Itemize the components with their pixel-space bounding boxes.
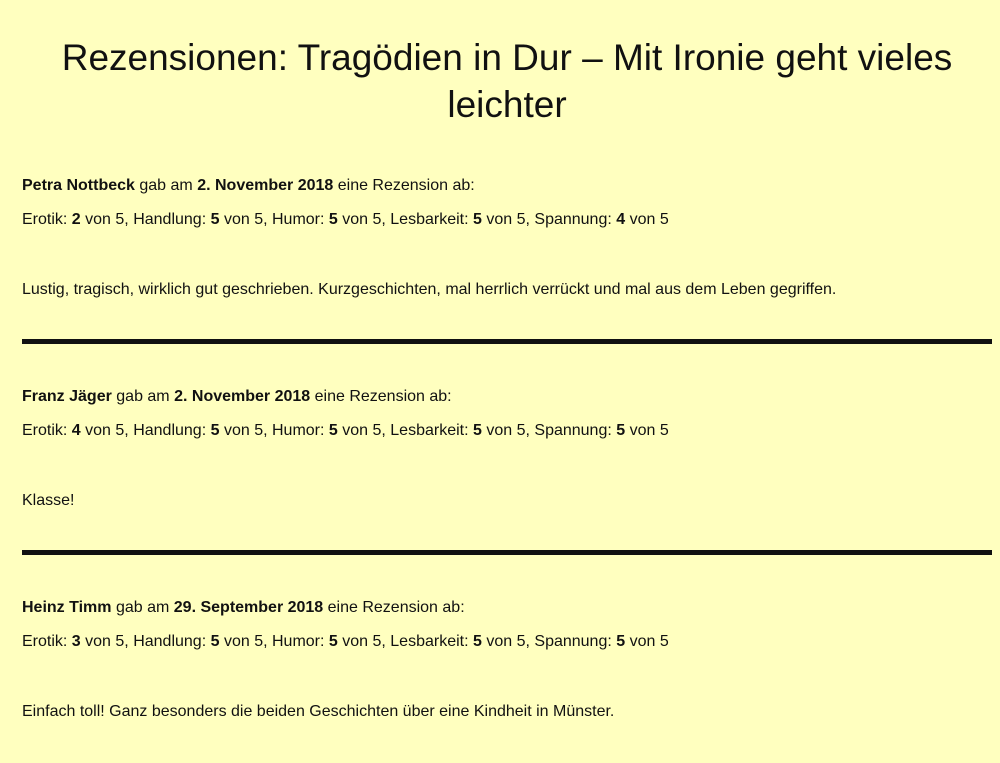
rating-scale: von 5 (85, 633, 125, 650)
rating-label: Spannung: (534, 633, 612, 650)
gave-on-text: gab am (116, 388, 170, 405)
review-ratings: Erotik: 2 von 5, Handlung: 5 von 5, Humor: 5 von 5, Lesbarkeit: 5 von 5, Spannung: 4 von 5 (22, 211, 669, 228)
review-author: Heinz Timm (22, 599, 112, 616)
review-text: Einfach toll! Ganz besonders die beiden Geschichten über eine Kindheit in Münster. (22, 703, 615, 720)
rating-scale: von 5 (85, 211, 125, 228)
rating-scale: von 5 (223, 422, 264, 439)
gave-on-text: gab am (115, 599, 170, 616)
review-author: Petra Nottbeck (22, 177, 135, 194)
review-author: Franz Jäger (22, 388, 112, 405)
rating-value: 4 (71, 422, 81, 439)
review-ratings: Erotik: 3 von 5, Handlung: 5 von 5, Humor: 5 von 5, Lesbarkeit: 5 von 5, Spannung: 5 von 5 (22, 633, 669, 650)
rating-scale: von 5 (486, 422, 526, 439)
gave-on-text: gab am (139, 177, 193, 194)
rating-label: Humor: (271, 211, 325, 228)
review-text: Klasse! (22, 492, 75, 509)
rating-scale: von 5 (342, 633, 382, 650)
rating-label: Humor: (271, 422, 325, 439)
rating-value: 5 (473, 633, 482, 650)
rating-scale: von 5 (486, 211, 526, 228)
rating-value: 5 (616, 633, 626, 650)
rating-label: Spannung: (534, 211, 612, 228)
rating-value: 5 (616, 422, 626, 439)
review-text: Lustig, tragisch, wirklich gut geschrieben. Kurzgeschichten, mal herrlich verrückt und mal aus dem Leben gegriffen. (22, 281, 837, 298)
gave-review-text: eine Rezension ab: (337, 177, 475, 194)
review-ratings: Erotik: 4 von 5, Handlung: 5 von 5, Humor: 5 von 5, Lesbarkeit: 5 von 5, Spannung: 5 von 5 (22, 422, 669, 439)
review-date: 29. September 2018 (173, 599, 324, 616)
rating-scale: von 5 (486, 633, 526, 650)
rating-scale: von 5 (629, 422, 669, 439)
rating-scale: von 5 (223, 211, 264, 228)
rating-scale: von 5 (629, 633, 669, 650)
rating-label: Erotik: (22, 211, 68, 228)
rating-label: Handlung: (133, 211, 207, 228)
rating-label: Erotik: (22, 633, 68, 650)
rating-label: Lesbarkeit: (390, 211, 469, 228)
review-header (22, 176, 475, 196)
rating-scale: von 5 (342, 211, 382, 228)
review-date: 2. November 2018 (197, 177, 334, 194)
review-header (22, 598, 465, 618)
rating-value: 5 (210, 633, 220, 650)
rating-label: Humor: (271, 633, 325, 650)
review-date: 2. November 2018 (174, 388, 311, 405)
rating-value: 5 (210, 422, 220, 439)
rating-value: 5 (328, 633, 338, 650)
rating-value: 5 (328, 422, 338, 439)
rating-value: 5 (328, 211, 338, 228)
rating-label: Handlung: (133, 633, 207, 650)
rating-label: Handlung: (133, 422, 207, 439)
rating-scale: von 5 (342, 422, 382, 439)
rating-value: 5 (210, 211, 220, 228)
rating-label: Erotik: (22, 422, 68, 439)
gave-review-text: eine Rezension ab: (327, 599, 465, 616)
rating-value: 4 (616, 211, 626, 228)
review-divider (22, 550, 992, 555)
page-title: Rezensionen: Tragödien in Dur – Mit Ironie geht vieles leichter (61, 37, 953, 125)
rating-value: 2 (71, 211, 81, 228)
gave-review-text: eine Rezension ab: (314, 388, 452, 405)
rating-label: Lesbarkeit: (390, 422, 469, 439)
rating-value: 3 (71, 633, 81, 650)
rating-label: Lesbarkeit: (390, 633, 469, 650)
review-header (22, 387, 452, 407)
rating-value: 5 (473, 422, 482, 439)
review-divider (22, 339, 992, 344)
rating-scale: von 5 (85, 422, 125, 439)
rating-scale: von 5 (629, 211, 669, 228)
rating-label: Spannung: (534, 422, 612, 439)
rating-scale: von 5 (223, 633, 264, 650)
rating-value: 5 (473, 211, 482, 228)
